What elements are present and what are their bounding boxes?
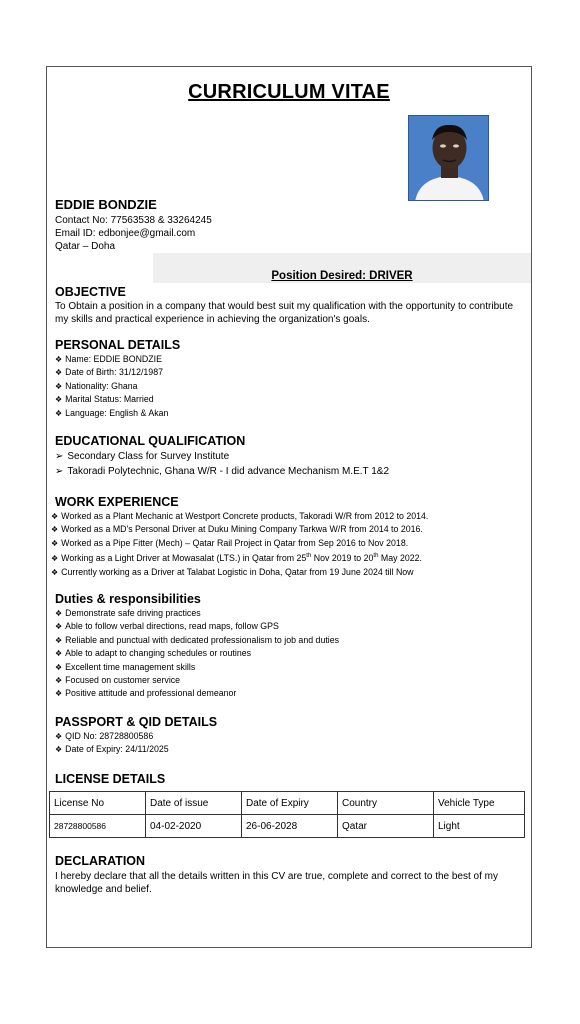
list-item-text: QID No: 28728800586 (65, 731, 154, 741)
passport-heading: PASSPORT & QID DETAILS (55, 715, 218, 729)
list-item (51, 550, 428, 565)
table-header-cell: Date of Expiry (242, 792, 338, 815)
list-item-text: Working as a Light Driver at Mowasalat (LTS.) in Qatar from 25th Nov 2019 to 20th May 2022. (61, 553, 422, 564)
table-header-cell: Vehicle Type (434, 792, 525, 815)
list-item (51, 510, 428, 523)
contact-email: Email ID: edbonjee@gmail.com (55, 228, 196, 239)
list-item-text: Demonstrate safe driving practices (65, 608, 201, 618)
document-title: CURRICULUM VITAE (188, 81, 390, 103)
personal-heading: PERSONAL DETAILS (55, 338, 181, 352)
diamond-bullet-icon: ❖ (51, 525, 59, 535)
contact-location: Qatar – Doha (55, 241, 116, 252)
table-cell: 28728800586 (50, 815, 146, 838)
work-heading: WORK EXPERIENCE (55, 495, 179, 509)
list-item (55, 465, 389, 478)
list-item-text: Language: English & Akan (65, 407, 169, 418)
list-item (55, 661, 339, 674)
list-item (51, 566, 428, 579)
objective-heading: OBJECTIVE (55, 285, 126, 299)
list-item-text: Excellent time management skills (65, 661, 196, 672)
diamond-bullet-icon: ❖ (55, 408, 63, 418)
list-item-text: Able to adapt to changing schedules or routines (65, 648, 252, 659)
diamond-bullet-icon: ❖ (55, 355, 63, 364)
list-item (55, 634, 339, 647)
list-item (55, 407, 168, 420)
work-list (51, 510, 428, 579)
list-item-text: Secondary Class for Survey Institute (67, 451, 230, 462)
diamond-bullet-icon: ❖ (55, 676, 63, 686)
diamond-bullet-icon: ❖ (55, 732, 63, 741)
diamond-bullet-icon: ❖ (55, 745, 63, 755)
table-header-cell: License No (50, 792, 146, 815)
profile-photo-image (409, 116, 489, 201)
objective-text: To Obtain a position in a company that would best suit my qualification with the opportunity to contribute my skills and practical experience in achieving the organization's goals. (55, 301, 514, 325)
list-item (55, 380, 168, 393)
list-item-text: Marital Status: Married (65, 394, 154, 405)
arrow-bullet-icon: ➢ (55, 451, 64, 462)
duties-list (55, 607, 339, 701)
license-heading: LICENSE DETAILS (55, 772, 166, 786)
diamond-bullet-icon: ❖ (55, 649, 63, 659)
table-cell: Light (434, 815, 525, 838)
list-item-text: Name: EDDIE BONDZIE (65, 354, 162, 364)
diamond-bullet-icon: ❖ (55, 635, 63, 645)
diamond-bullet-icon: ❖ (55, 689, 63, 699)
list-item-text: Date of Birth: 31/12/1987 (65, 367, 163, 378)
list-item (51, 537, 428, 550)
list-item (55, 674, 339, 687)
diamond-bullet-icon: ❖ (55, 381, 63, 391)
list-item (55, 366, 168, 379)
table-cell: 26-06-2028 (242, 815, 338, 838)
declaration-text: I hereby declare that all the details written in this CV are true, complete and correct to the best of my knowledge and belief. (55, 871, 498, 895)
table-cell: 04-02-2020 (146, 815, 242, 838)
license-table (49, 791, 525, 838)
table-header-cell: Date of issue (146, 792, 242, 815)
list-item (55, 353, 168, 366)
list-item-text: Worked as a Pipe Fitter (Mech) – Qatar Rail Project in Qatar from Sep 2016 to Nov 2018. (61, 537, 409, 548)
list-item-text: Currently working as a Driver at Talabat Logistic in Doha, Qatar from 19 June 2024 till Now (61, 566, 414, 577)
declaration-heading: DECLARATION (55, 854, 146, 868)
personal-details-list (55, 353, 168, 420)
diamond-bullet-icon: ❖ (55, 622, 63, 632)
cv-page (46, 66, 532, 948)
list-item (55, 620, 339, 633)
education-heading: EDUCATIONAL QUALIFICATION (55, 434, 246, 448)
list-item-text: Date of Expiry: 24/11/2025 (65, 744, 169, 755)
position-desired: Position Desired: DRIVER (271, 270, 413, 282)
list-item-text: Positive attitude and professional demeanor (65, 688, 237, 699)
list-item (55, 607, 339, 620)
list-item-text: Nationality: Ghana (65, 380, 138, 391)
contact-phone: Contact No: 77563538 & 33264245 (55, 215, 212, 226)
profile-photo (408, 115, 489, 201)
diamond-bullet-icon: ❖ (55, 395, 63, 405)
table-header-row (50, 792, 525, 815)
education-list (55, 450, 389, 479)
diamond-bullet-icon: ❖ (51, 512, 59, 521)
list-item (55, 393, 168, 406)
diamond-bullet-icon: ❖ (55, 609, 63, 618)
list-item (55, 743, 169, 756)
list-item (55, 730, 169, 743)
list-item-text: Worked as a MD's Personal Driver at Duku Mining Company Tarkwa W/R from 2014 to 2016. (61, 524, 423, 535)
table-row (50, 815, 525, 838)
arrow-bullet-icon: ➢ (55, 466, 64, 478)
list-item (55, 687, 339, 700)
list-item (51, 523, 428, 536)
duties-heading: Duties & responsibilities (55, 592, 201, 606)
list-item-text: Focused on customer service (65, 675, 181, 686)
list-item (55, 647, 339, 660)
candidate-name: EDDIE BONDZIE (55, 197, 157, 212)
diamond-bullet-icon: ❖ (51, 538, 59, 548)
list-item-text: Able to follow verbal directions, read maps, follow GPS (65, 621, 279, 632)
list-item (55, 450, 389, 463)
diamond-bullet-icon: ❖ (55, 662, 63, 672)
list-item-text: Worked as a Plant Mechanic at Westport Concrete products, Takoradi W/R from 2012 to 2014. (61, 511, 429, 521)
table-header-cell: Country (338, 792, 434, 815)
diamond-bullet-icon: ❖ (51, 567, 59, 577)
passport-list (55, 730, 169, 757)
diamond-bullet-icon: ❖ (55, 368, 63, 378)
list-item-text: Takoradi Polytechnic, Ghana W/R - I did advance Mechanism M.E.T 1&2 (67, 466, 390, 478)
list-item-text: Reliable and punctual with dedicated professionalism to job and duties (65, 634, 340, 645)
diamond-bullet-icon: ❖ (51, 554, 59, 564)
table-cell: Qatar (338, 815, 434, 838)
